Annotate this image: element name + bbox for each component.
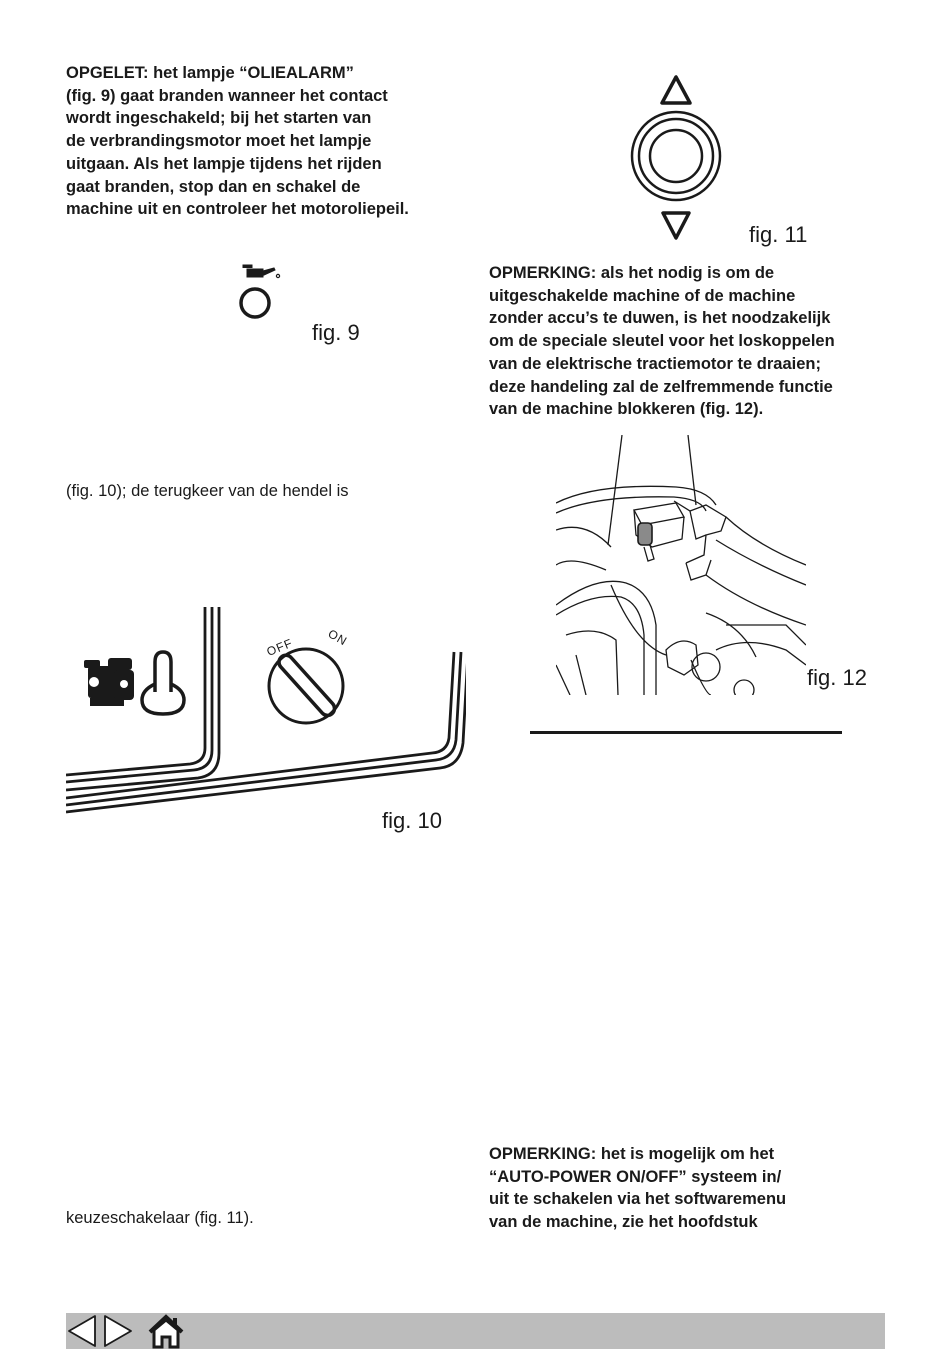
home-icon bbox=[146, 1313, 186, 1349]
switch-off-label: OFF bbox=[264, 635, 295, 659]
fig10-caption: fig. 10 bbox=[382, 808, 442, 833]
paragraph-line: wordt ingeschakeld; bij het starten van bbox=[66, 109, 372, 128]
fig10-reference-text: (fig. 10); de terugkeer van de hendel is bbox=[66, 482, 349, 500]
paragraph-line: uitgeschakelde machine of de machine bbox=[489, 286, 796, 305]
push-machine-note bbox=[489, 262, 899, 421]
paragraph-line: (fig. 9) gaat branden wanneer het contact bbox=[66, 86, 388, 105]
oil-alarm-lamp bbox=[241, 289, 269, 317]
previous-page-button[interactable] bbox=[66, 1313, 98, 1349]
arrow-left-icon bbox=[66, 1313, 98, 1349]
fig11-caption: fig. 11 bbox=[749, 222, 808, 247]
paragraph-line: van de machine blokkeren (fig. 12). bbox=[489, 400, 764, 419]
arrow-right-icon bbox=[102, 1313, 134, 1349]
paragraph-line: van de machine, zie het hoofdstuk bbox=[489, 1213, 758, 1232]
triangle-down-icon bbox=[663, 213, 689, 238]
fig11-reference-text: keuzeschakelaar (fig. 11). bbox=[66, 1209, 254, 1227]
paragraph-line: OPMERKING: als het nodig is om de bbox=[489, 264, 775, 282]
fig9-caption: fig. 9 bbox=[312, 320, 360, 345]
toggle-lever-icon bbox=[142, 652, 184, 714]
paragraph-line: uit te schakelen via het softwaremenu bbox=[489, 1190, 787, 1209]
selector-knob bbox=[632, 112, 720, 200]
paragraph-line: machine uit en controleer het motoroliepeil. bbox=[66, 200, 409, 219]
fig9-oil-lamp-illustration bbox=[236, 260, 286, 322]
paragraph-line: “AUTO-POWER ON/OFF” systeem in/ bbox=[489, 1167, 782, 1186]
paragraph-line: OPMERKING: het is mogelijk om het bbox=[489, 1145, 775, 1163]
fig12-release-key-illustration bbox=[556, 435, 806, 695]
engine-icon bbox=[84, 658, 134, 706]
switch-on-label: ON bbox=[325, 626, 350, 649]
oil-can-icon bbox=[243, 265, 280, 278]
paragraph-line: gaat branden, stop dan en schakel de bbox=[66, 177, 361, 196]
section-divider bbox=[530, 731, 842, 734]
paragraph-line: van de elektrische tractiemotor te draaien; bbox=[489, 354, 821, 373]
key-switch bbox=[265, 626, 350, 723]
paragraph-line: OPGELET: het lampje “OLIEALARM” bbox=[66, 64, 354, 82]
fig10-control-panel-illustration bbox=[66, 600, 466, 830]
fig12-caption: fig. 12 bbox=[807, 665, 867, 690]
triangle-up-icon bbox=[662, 77, 690, 103]
paragraph-line: deze handeling zal de zelfremmende functie bbox=[489, 377, 833, 396]
home-button[interactable] bbox=[146, 1313, 186, 1349]
paragraph-line: zonder accu’s te duwen, is het noodzakelijk bbox=[489, 309, 831, 328]
paragraph-line: de verbrandingsmotor moet het lampje bbox=[66, 132, 372, 151]
paragraph-line: om de speciale sleutel voor het loskoppelen bbox=[489, 332, 835, 351]
oil-alarm-warning bbox=[66, 62, 476, 221]
auto-power-note bbox=[489, 1143, 889, 1234]
next-page-button[interactable] bbox=[102, 1313, 134, 1349]
fig11-selector-illustration bbox=[626, 70, 728, 245]
panel-outline bbox=[66, 607, 466, 812]
footer-navigation-bar bbox=[66, 1313, 885, 1349]
paragraph-line: uitgaan. Als het lampje tijdens het rijden bbox=[66, 154, 382, 173]
